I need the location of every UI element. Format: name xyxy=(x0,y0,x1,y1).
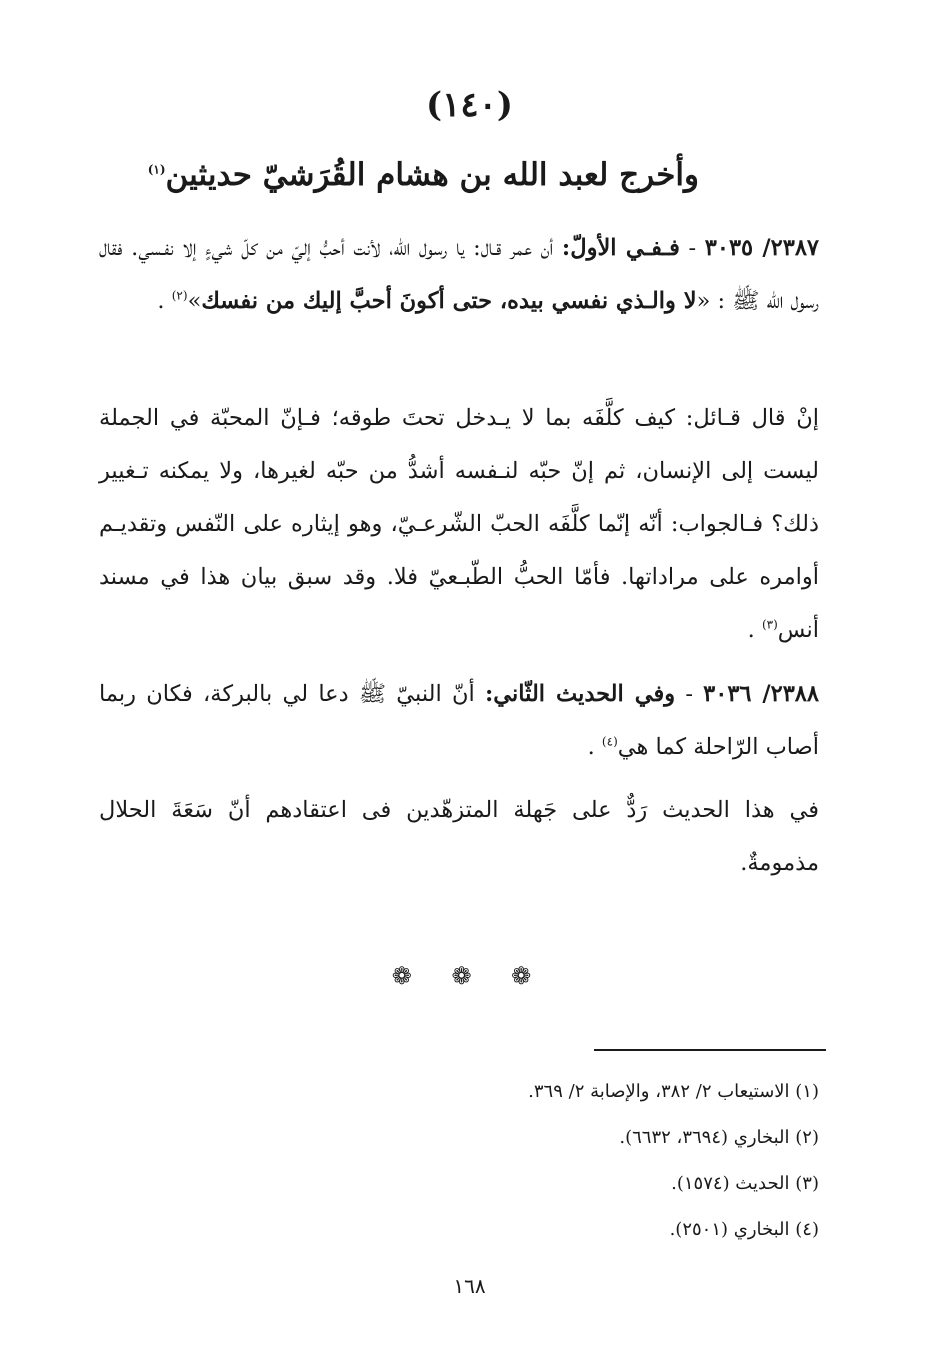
hadith-number-1: ٢٣٨٧/ ٣٠٣٥ xyxy=(704,235,819,261)
hadith-paragraph-1: ٢٣٨٧/ ٣٠٣٥ - فـفـي الأولّ: أن عمر قـال: يا رسول الله، لأنت أحبُّ إليّ من كلّ شيءٍ إلا نفـسي. فقال رسول الله ﷺ : «لا والـذي نفسي بيده، حتى أكونَ أحبَّ إليك من نفسك»$^{(٢)}$ . xyxy=(99,235,819,314)
commentary-text-1: إنْ قال قـائل: كيف كلَّفَه بما لا يـدخل تحتَ طوقه؛ فـإنّ المحبّة في الجملة ليست إلى الإنسان، ثم إنّ حبّه لنـفسه أشدُّ من حبّه لغيرها، ولا يمكنه تـغيير ذلك؟ فـالجواب: أنّه إنّما كلَّفَه الحبّ الشّرعـيّ، وهو إيثاره على النّفس وتقديـم أوامره على مراداتها. فأمّا الحبُّ الطّبـعيّ فلا. وقد سبق بيان هذا في مسند أنس xyxy=(99,405,819,643)
section-heading xyxy=(99,150,699,200)
commentary-paragraph-2: في هذا الحديث رَدٌّ على جَهلة المتزهّدين فى اعتقادهم أنّ سَعَةَ الحلال مذمومةٌ. xyxy=(99,797,819,876)
footnote-ref-4: (٤) xyxy=(601,734,618,749)
footnote-3: (٣) الحديث (١٥٧٤). xyxy=(671,1173,819,1194)
hadith-lead-1: فـفـي الأولّ: xyxy=(561,235,680,261)
heading-text: وأخرج لعبد الله بن هشام القُرَشيّ حديثين xyxy=(165,157,699,193)
hadith-lead-2: وفي الحديث الثّاني: xyxy=(484,681,676,707)
footnote-1: (١) الاستيعاب ٢/ ٣٨٢، والإصابة ٢/ ٣٦٩. xyxy=(528,1081,819,1102)
hadith-quote-1: لا والـذي نفسي بيده، حتى أكونَ أحبَّ إليك من نفسك xyxy=(201,288,697,314)
footnote-ref-2: (٢) xyxy=(171,288,188,303)
paragraph-end-2: . xyxy=(747,617,762,643)
ornament-divider: ❁ ❁ ❁ xyxy=(391,962,548,990)
commentary-paragraph-1 xyxy=(99,392,819,657)
paragraph-end-3: . xyxy=(587,734,602,760)
footnote-ref-3: (٣) xyxy=(761,617,778,632)
section-number: (١٤٠) xyxy=(426,85,513,125)
footnote-4: (٤) البخاري (٢٥٠١). xyxy=(669,1219,819,1240)
footnote-separator xyxy=(594,1049,826,1051)
hadith-paragraph-2: ٢٣٨٨/ ٣٠٣٦ - وفي الحديث الثّاني: أنّ النبيّ ﷺ دعا لي بالبركة، فكان ربما أصاب الرّاحلة كما هي$^{(٤)}$ . xyxy=(99,681,819,760)
footnotes xyxy=(319,1069,819,1253)
footnote-2: (٢) البخاري (٣٦٩٤، ٦٦٣٢). xyxy=(619,1127,819,1148)
page-number: ١٦٨ xyxy=(453,1274,486,1298)
hadith-number-2: ٢٣٨٨/ ٣٠٣٦ xyxy=(703,681,819,707)
footnote-ref-1: (١) xyxy=(147,162,166,177)
hadith-text-1: أن عمر قـال: يا رسول الله، لأنت أحبُّ إليّ من كلّ شيءٍ إلا نفـسي. فقال رسول الله ﷺ : « xyxy=(99,235,819,314)
paragraph-end-1: . xyxy=(157,288,172,314)
hadith-text-2: أنّ النبيّ ﷺ دعا لي بالبركة، فكان ربما أصاب الرّاحلة كما هي xyxy=(99,681,819,760)
